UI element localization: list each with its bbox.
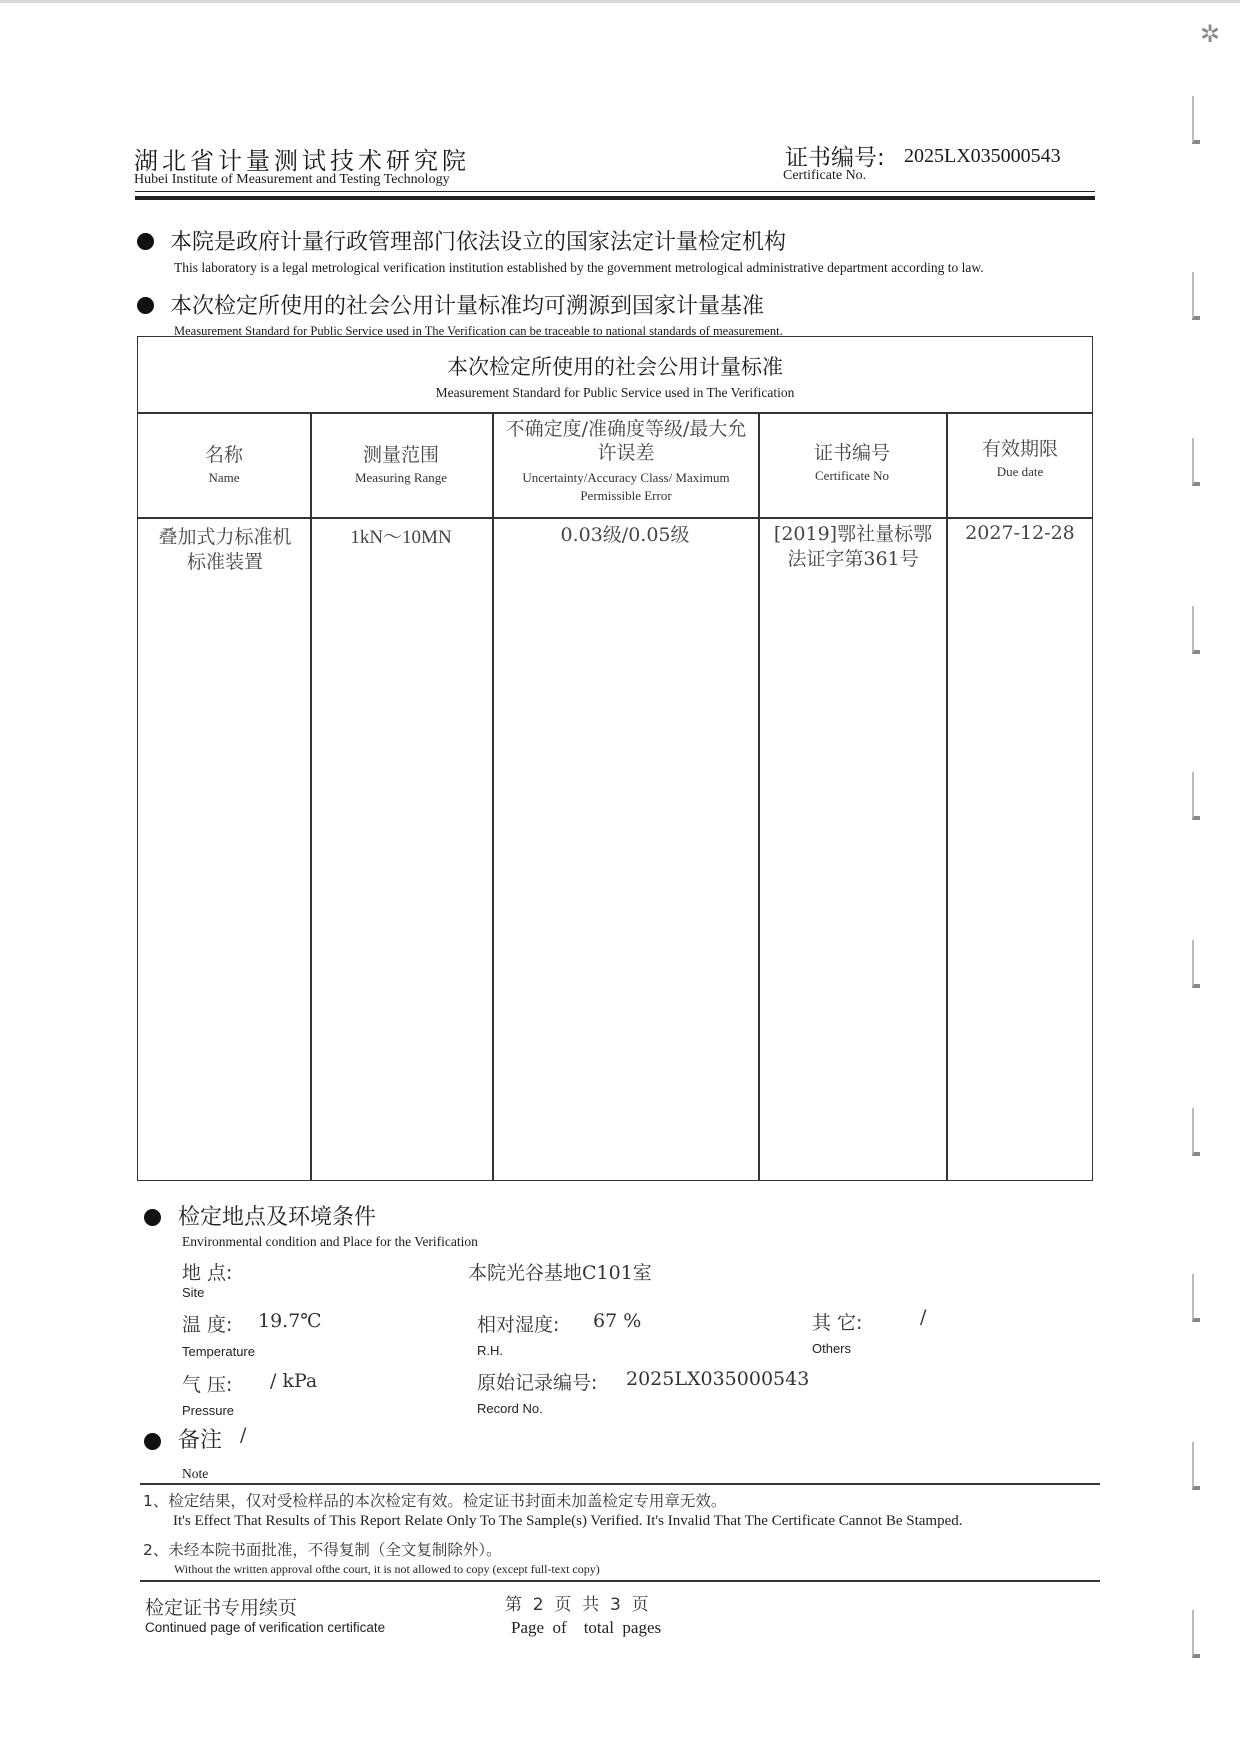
others-label: 其 它:: [812, 1312, 863, 1334]
temperature-value: 19.7℃: [258, 1310, 322, 1332]
site-label: 地 点:: [182, 1262, 233, 1284]
header-rule-thin: [135, 191, 1095, 192]
binding-staple: [1192, 940, 1200, 988]
continued-page-en: Continued page of verification certificate: [145, 1620, 386, 1635]
record-no-label-en: Record No.: [477, 1401, 543, 1416]
temperature-label-en: Temperature: [182, 1344, 255, 1359]
notes-top-rule: [140, 1483, 1100, 1485]
humidity-label: 相对湿度:: [477, 1314, 560, 1336]
scan-speck: ✲: [1200, 20, 1221, 48]
page-number-cn: 第 2 页 共 3 页: [505, 1595, 649, 1615]
column-header-uncertainty: [500, 417, 752, 505]
binding-staple: [1192, 606, 1200, 654]
column-header-cn: 测量范围: [362, 444, 439, 466]
statement-2-cn: 本次检定所使用的社会公用计量标准均可溯源到国家计量基准: [170, 294, 765, 319]
binding-staple: [1192, 1610, 1200, 1658]
pressure-label: 气 压:: [182, 1374, 233, 1396]
record-no-value: 2025LX035000543: [626, 1368, 810, 1390]
institute-name-cn: 湖北省计量测试技术研究院: [134, 147, 470, 175]
column-header-en: Due date: [996, 464, 1044, 479]
note-1-cn: 1、检定结果，仅对受检样品的本次检定有效。检定证书封面未加盖检定专用章无效。: [143, 1492, 727, 1510]
column-header-en: Certificate No: [815, 468, 889, 483]
binding-staple: [1192, 1274, 1200, 1322]
table-title-divider: [138, 412, 1092, 414]
note-1-en: It's Effect That Results of This Report Relate Only To The Sample(s) Verified. It's Invalid That The Certificate Cannot Be Stamped.: [173, 1513, 963, 1529]
temperature-label: 温 度:: [182, 1314, 233, 1336]
column-header-en: Uncertainty/Accuracy Class/ Maximum Permissible Error: [522, 470, 730, 503]
remarks-heading-cn: 备注: [178, 1428, 223, 1453]
record-no-label: 原始记录编号:: [477, 1372, 598, 1394]
binding-staple: [1192, 1442, 1200, 1490]
statement-1-en: This laboratory is a legal metrological verification institution established by the government metrological administrative department according to law.: [174, 260, 984, 275]
column-divider: [758, 412, 760, 1180]
binding-staple: [1192, 272, 1200, 320]
bullet-icon: [137, 297, 154, 314]
pressure-label-en: Pressure: [182, 1403, 235, 1418]
table-title-en: Measurement Standard for Public Service used in The Verification: [435, 385, 795, 400]
statement-1-cn: 本院是政府计量行政管理部门依法设立的国家法定计量检定机构: [170, 230, 787, 255]
certificate-label-en: Certificate No.: [783, 168, 867, 183]
cell-due-date: 2027-12-28: [965, 522, 1075, 544]
column-header-en: Name: [208, 470, 240, 485]
binding-staple: [1192, 772, 1200, 820]
site-value: 本院光谷基地C101室: [468, 1262, 652, 1284]
notes-bottom-rule: [140, 1580, 1100, 1582]
page-number-en: Page of total pages: [511, 1618, 662, 1637]
column-header-cn: 不确定度/准确度等级/最大允许误差: [505, 418, 747, 464]
column-header-cn: 有效期限: [981, 438, 1058, 460]
institute-name-en: Hubei Institute of Measurement and Testing Technology: [134, 172, 450, 187]
cell-uncertainty: 0.03级/0.05级: [560, 524, 690, 546]
note-2-en: Without the written approval ofthe court, it is not allowed to copy (except full-text copy): [174, 1562, 600, 1576]
environment-heading-en: Environmental condition and Place for the Verification: [182, 1234, 478, 1249]
scan-top-edge: [0, 0, 1240, 3]
column-header-cert-no: [758, 441, 946, 485]
column-header-cn: 名称: [204, 444, 243, 466]
statement-2-en: Measurement Standard for Public Service used in The Verification can be traceable to national standards of measurement.: [174, 324, 783, 338]
pressure-value: / kPa: [270, 1370, 318, 1392]
table-header-divider: [138, 517, 1092, 519]
remarks-value: /: [240, 1424, 247, 1446]
standards-table: [137, 336, 1093, 1181]
certificate-number: 2025LX035000543: [904, 145, 1061, 167]
cell-name: 叠加式力标准机标准装置: [158, 526, 292, 573]
bullet-icon: [137, 233, 154, 250]
header-rule-thick: [135, 196, 1095, 200]
others-label-en: Others: [812, 1341, 852, 1356]
binding-staple: [1192, 438, 1200, 486]
humidity-label-en: R.H.: [477, 1343, 503, 1358]
column-header-range: [310, 443, 492, 487]
column-header-cn: 证书编号: [813, 442, 890, 464]
continued-page-cn: 检定证书专用续页: [145, 1597, 298, 1619]
site-label-en: Site: [182, 1285, 205, 1300]
environment-heading-cn: 检定地点及环境条件: [178, 1205, 377, 1230]
remarks-heading-en: Note: [182, 1466, 209, 1481]
humidity-value: 67 %: [593, 1310, 642, 1332]
column-header-name: [138, 443, 310, 487]
binding-staple: [1192, 96, 1200, 144]
bullet-icon: [144, 1209, 161, 1226]
column-header-en: Measuring Range: [354, 470, 448, 485]
certificate-label-cn: 证书编号:: [785, 145, 885, 171]
bullet-icon: [144, 1433, 161, 1450]
note-2-cn: 2、未经本院书面批准，不得复制（全文复制除外）。: [143, 1541, 502, 1559]
table-title-cn: 本次检定所使用的社会公用计量标准: [447, 355, 783, 379]
binding-staple: [1192, 1108, 1200, 1156]
cell-cert-no: [2019]鄂社量标鄂法证字第361号: [773, 523, 933, 570]
cell-range: 1kN～10MN: [350, 527, 452, 548]
others-value: /: [920, 1306, 927, 1328]
column-header-due-date: [946, 437, 1094, 481]
